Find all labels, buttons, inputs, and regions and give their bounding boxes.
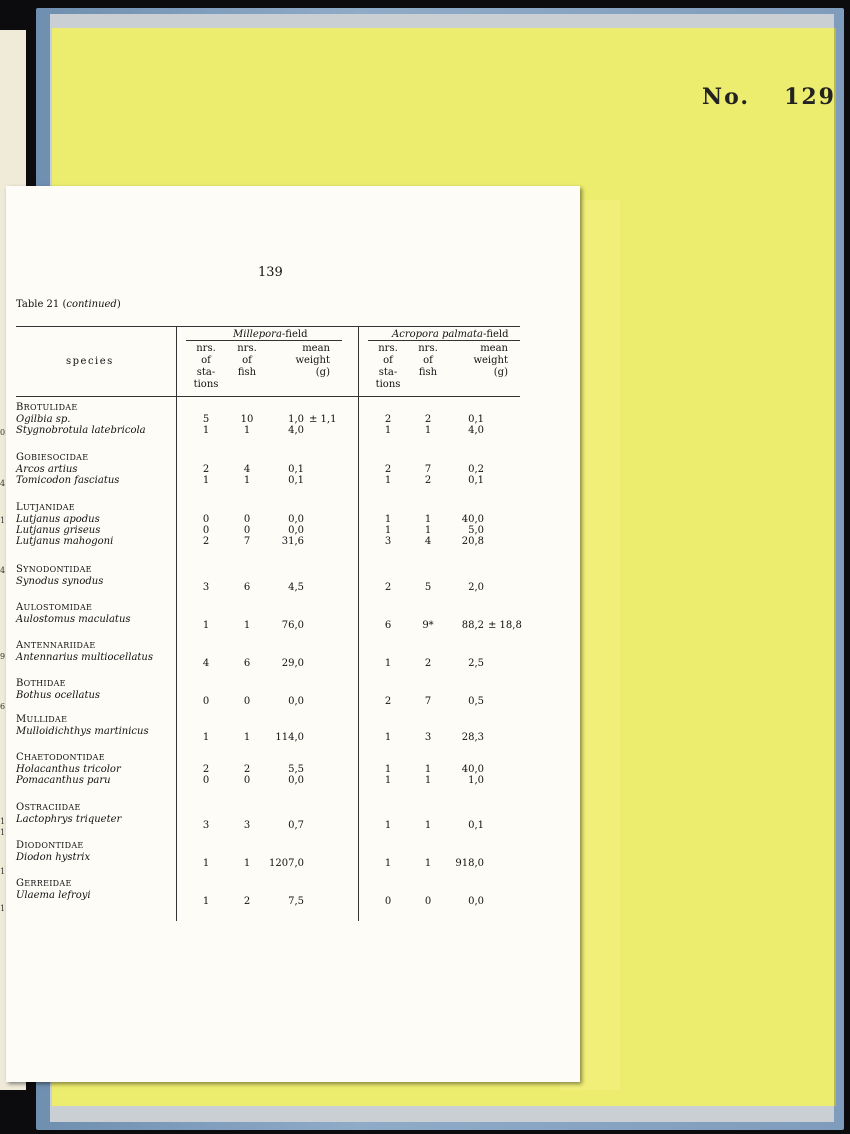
acropora-fish-cell: 5 (424, 582, 432, 593)
acropora-stations-cell: 1 (384, 732, 392, 743)
millepora-stations-cell: 1 (202, 858, 210, 869)
millepora-fish-header-line: fish (237, 367, 257, 378)
acropora-fish-cell: 3 (424, 732, 432, 743)
acropora-fish-cell: 1 (424, 858, 432, 869)
document-page (6, 186, 580, 1082)
acropora-weight-cell: 28,3 (461, 732, 484, 743)
acropora-fish-cell: 1 (424, 775, 432, 786)
family-initial: C (16, 752, 24, 763)
millepora-group-header (233, 329, 308, 341)
millepora-stations-cell: 3 (202, 820, 210, 831)
acropora-group-header (392, 329, 509, 341)
species-name: Antennarius multiocellatus (16, 652, 153, 663)
millepora-stations-cell: 0 (202, 696, 210, 707)
millepora-fish-cell: 6 (243, 658, 251, 669)
family-name (16, 564, 92, 575)
millepora-stations-cell: 1 (202, 425, 210, 436)
millepora-fish-cell: 10 (240, 414, 254, 425)
millepora-weight-cell: 29,0 (281, 658, 304, 669)
acropora-fish-cell: 1 (424, 820, 432, 831)
family-rest: HAETODONTIDAE (23, 753, 105, 762)
acropora-weight-cell: 0,1 (468, 414, 484, 425)
acropora-fish-header-line: fish (418, 367, 438, 378)
millepora-weight-header-line: (g) (315, 367, 330, 378)
millepora-stations-cell: 2 (202, 764, 210, 775)
family-name (16, 802, 81, 813)
family-name (16, 752, 105, 763)
table-top-rule (16, 326, 520, 327)
acropora-weight-cell: 40,0 (461, 764, 484, 775)
acropora-weight-cell: 88,2 (461, 620, 484, 631)
acropora-fish-header-line: nrs. (418, 343, 438, 354)
acropora-weight-cell: 0,5 (468, 696, 484, 707)
millepora-fish-cell: 0 (243, 775, 251, 786)
species-name: Ulaema lefroyi (16, 890, 91, 901)
facing-page-digit: 1 (0, 904, 6, 913)
acropora-weight-cell: 2,5 (468, 658, 484, 669)
millepora-fish-cell: 2 (243, 896, 251, 907)
family-rest: ULLIDAE (26, 715, 68, 724)
species-divider (176, 326, 177, 921)
millepora-fish-cell: 4 (243, 464, 251, 475)
millepora-fish-cell: 1 (243, 858, 251, 869)
facing-page-digit: 4 (0, 479, 6, 488)
family-name (16, 602, 92, 613)
millepora-fish-cell: 0 (243, 514, 251, 525)
acropora-stations-cell: 2 (384, 696, 392, 707)
acropora-stations-cell: 6 (384, 620, 392, 631)
acropora-stations-cell: 2 (384, 414, 392, 425)
acropora-stations-cell: 1 (384, 514, 392, 525)
acropora-stations-cell: 2 (384, 582, 392, 593)
millepora-weight-cell: 76,0 (281, 620, 304, 631)
species-name: Tomicodon fasciatus (16, 475, 120, 486)
millepora-stations-header-line: of (201, 355, 211, 366)
folder-number-label (702, 84, 836, 110)
millepora-stations-cell: 1 (202, 732, 210, 743)
millepora-stations-cell: 3 (202, 582, 210, 593)
acropora-fish-cell: 1 (424, 525, 432, 536)
acropora-fish-cell: 0 (424, 896, 432, 907)
millepora-weight-cell: 1,0 (288, 414, 304, 425)
millepora-fish-cell: 2 (243, 764, 251, 775)
family-initial: M (16, 714, 27, 725)
acropora-stations-header-line: nrs. (378, 343, 398, 354)
species-name: Lactophrys triqueter (16, 814, 122, 825)
acropora-weight-cell: 2,0 (468, 582, 484, 593)
millepora-stations-header-line: tions (193, 379, 219, 390)
caption-prefix: Table 21 ( (16, 299, 67, 310)
facing-page-digit: 0 (0, 428, 6, 437)
family-initial: L (16, 502, 23, 513)
millepora-weight-cell: 114,0 (275, 732, 304, 743)
acropora-fish-cell: 2 (424, 658, 432, 669)
millepora-fish-cell: 0 (243, 696, 251, 707)
millepora-stations-header-line: nrs. (196, 343, 216, 354)
family-rest: IODONTIDAE (24, 841, 84, 850)
millepora-stations-cell: 1 (202, 475, 210, 486)
family-initial: G (16, 452, 25, 463)
millepora-weight-cell: 0,7 (288, 820, 304, 831)
acropora-fish-cell: 1 (424, 764, 432, 775)
millepora-weight-header-line: weight (295, 355, 330, 366)
millepora-stations-cell: 0 (202, 514, 210, 525)
family-name (16, 678, 66, 689)
millepora-weight-cell: 7,5 (288, 896, 304, 907)
acropora-weight-cell: 918,0 (455, 858, 484, 869)
family-initial: G (16, 878, 25, 889)
acropora-weight-cell: 0,2 (468, 464, 484, 475)
millepora-fish-cell: 6 (243, 582, 251, 593)
acropora-stations-cell: 1 (384, 764, 392, 775)
millepora-fish-cell: 0 (243, 525, 251, 536)
acropora-stations-header-line: sta- (378, 367, 398, 378)
millepora-stations-cell: 2 (202, 464, 210, 475)
family-initial: B (16, 678, 24, 689)
family-initial: S (16, 564, 24, 575)
family-rest: ROTULIDAE (23, 403, 78, 412)
millepora-weight-sd: ± 1,1 (309, 414, 337, 425)
acropora-weight-header-line: mean (480, 343, 508, 354)
species-name: Bothus ocellatus (16, 690, 101, 701)
family-name (16, 502, 75, 513)
acropora-weight-cell: 40,0 (461, 514, 484, 525)
caption-italic: continued (66, 299, 117, 310)
folder-number-value: 129 (784, 84, 836, 110)
millepora-weight-cell: 0,0 (288, 514, 304, 525)
millepora-stations-cell: 5 (202, 414, 210, 425)
millepora-header-italic: Millepora (233, 329, 282, 340)
acropora-fish-cell: 7 (424, 696, 432, 707)
millepora-weight-cell: 0,1 (288, 464, 304, 475)
family-rest: YNODONTIDAE (23, 565, 92, 574)
facing-page-digit: 4 (0, 566, 6, 575)
facing-page-digit: 1 (0, 817, 6, 826)
millepora-weight-cell: 0,0 (288, 696, 304, 707)
acropora-fish-cell: 4 (424, 536, 432, 547)
species-name: Holacanthus tricolor (16, 764, 121, 775)
millepora-fish-cell: 1 (243, 475, 251, 486)
acropora-stations-cell: 1 (384, 820, 392, 831)
millepora-stations-cell: 0 (202, 775, 210, 786)
acropora-weight-cell: 5,0 (468, 525, 484, 536)
millepora-stations-cell: 4 (202, 658, 210, 669)
facing-page-digit: 1 (0, 867, 6, 876)
facing-page-digit: 1 (0, 516, 6, 525)
group-divider (358, 326, 359, 921)
millepora-weight-cell: 4,0 (288, 425, 304, 436)
species-name: Ogilbia sp. (16, 414, 71, 425)
family-name (16, 640, 95, 651)
family-initial: B (16, 402, 24, 413)
family-rest: ERREIDAE (24, 879, 72, 888)
acropora-header-suffix: -field (482, 329, 509, 340)
acropora-stations-cell: 1 (384, 525, 392, 536)
species-name: Lutjanus mahogoni (16, 536, 114, 547)
acropora-fish-cell: 9* (422, 620, 434, 631)
acropora-stations-cell: 0 (384, 896, 392, 907)
page-number: 139 (258, 265, 283, 280)
acropora-weight-sd: ± 18,8 (488, 620, 522, 631)
millepora-fish-header-line: of (242, 355, 252, 366)
acropora-weight-cell: 4,0 (468, 425, 484, 436)
acropora-fish-cell: 1 (424, 425, 432, 436)
family-rest: UTJANIDAE (22, 503, 75, 512)
species-name: Mulloidichthys martinicus (16, 726, 149, 737)
species-name: Lutjanus apodus (16, 514, 100, 525)
millepora-header-suffix: -field (281, 329, 308, 340)
species-name: Diodon hystrix (16, 852, 91, 863)
family-name (16, 714, 67, 725)
millepora-fish-cell: 1 (243, 732, 251, 743)
millepora-fish-cell: 1 (243, 425, 251, 436)
millepora-stations-cell: 0 (202, 525, 210, 536)
acropora-stations-cell: 1 (384, 658, 392, 669)
family-initial: D (16, 840, 25, 851)
acropora-weight-cell: 0,0 (468, 896, 484, 907)
facing-page-digit: 1 (0, 828, 6, 837)
family-initial: A (16, 602, 24, 613)
acropora-stations-cell: 1 (384, 775, 392, 786)
species-name: Stygnobrotula latebricola (16, 425, 146, 436)
millepora-weight-cell: 0,0 (288, 525, 304, 536)
facing-page-digit: 9 (0, 652, 6, 661)
millepora-stations-header-line: sta- (196, 367, 216, 378)
acropora-stations-header-line: of (383, 355, 393, 366)
family-rest: STRACIIDAE (24, 803, 81, 812)
table-caption (16, 299, 121, 310)
millepora-weight-cell: 31,6 (281, 536, 304, 547)
family-rest: OTHIDAE (23, 679, 66, 688)
family-initial: A (16, 640, 24, 651)
acropora-stations-header-line: tions (375, 379, 401, 390)
millepora-weight-cell: 1207,0 (269, 858, 304, 869)
family-name (16, 878, 72, 889)
acropora-weight-cell: 0,1 (468, 475, 484, 486)
millepora-stations-cell: 1 (202, 896, 210, 907)
acropora-weight-cell: 0,1 (468, 820, 484, 831)
acropora-header-italic: Acropora palmata (392, 329, 483, 340)
acropora-weight-header-line: weight (473, 355, 508, 366)
millepora-fish-cell: 3 (243, 820, 251, 831)
millepora-fish-cell: 7 (243, 536, 251, 547)
millepora-fish-cell: 1 (243, 620, 251, 631)
family-name (16, 452, 88, 463)
family-rest: NTENNARIIDAE (23, 641, 96, 650)
millepora-weight-cell: 4,5 (288, 582, 304, 593)
acropora-stations-cell: 1 (384, 475, 392, 486)
family-name (16, 402, 78, 413)
family-initial: O (16, 802, 25, 813)
family-name (16, 840, 84, 851)
acropora-stations-cell: 3 (384, 536, 392, 547)
family-rest: ULOSTOMIDAE (23, 603, 93, 612)
acropora-fish-header-line: of (423, 355, 433, 366)
species-name: Pomacanthus paru (16, 775, 111, 786)
family-rest: OBIESOCIDAE (24, 453, 89, 462)
millepora-stations-cell: 2 (202, 536, 210, 547)
acropora-fish-cell: 1 (424, 514, 432, 525)
acropora-fish-cell: 2 (424, 475, 432, 486)
caption-suffix: ) (116, 299, 121, 310)
acropora-weight-header-line: (g) (493, 367, 508, 378)
acropora-stations-cell: 2 (384, 464, 392, 475)
millepora-weight-cell: 0,1 (288, 475, 304, 486)
millepora-stations-cell: 1 (202, 620, 210, 631)
acropora-weight-cell: 20,8 (461, 536, 484, 547)
millepora-weight-header-line: mean (302, 343, 330, 354)
header-bottom-rule (16, 396, 520, 397)
species-name: Lutjanus griseus (16, 525, 101, 536)
acropora-stations-cell: 1 (384, 425, 392, 436)
facing-page-digit: 6 (0, 702, 6, 711)
folder-number-prefix: No. (702, 84, 751, 110)
millepora-weight-cell: 5,5 (288, 764, 304, 775)
acropora-fish-cell: 2 (424, 414, 432, 425)
species-name: Arcos artius (16, 464, 78, 475)
species-column-header: species (66, 356, 114, 367)
species-name: Synodus synodus (16, 576, 104, 587)
acropora-fish-cell: 7 (424, 464, 432, 475)
acropora-weight-cell: 1,0 (468, 775, 484, 786)
species-name: Aulostomus maculatus (16, 614, 131, 625)
acropora-stations-cell: 1 (384, 858, 392, 869)
millepora-fish-header-line: nrs. (237, 343, 257, 354)
millepora-weight-cell: 0,0 (288, 775, 304, 786)
